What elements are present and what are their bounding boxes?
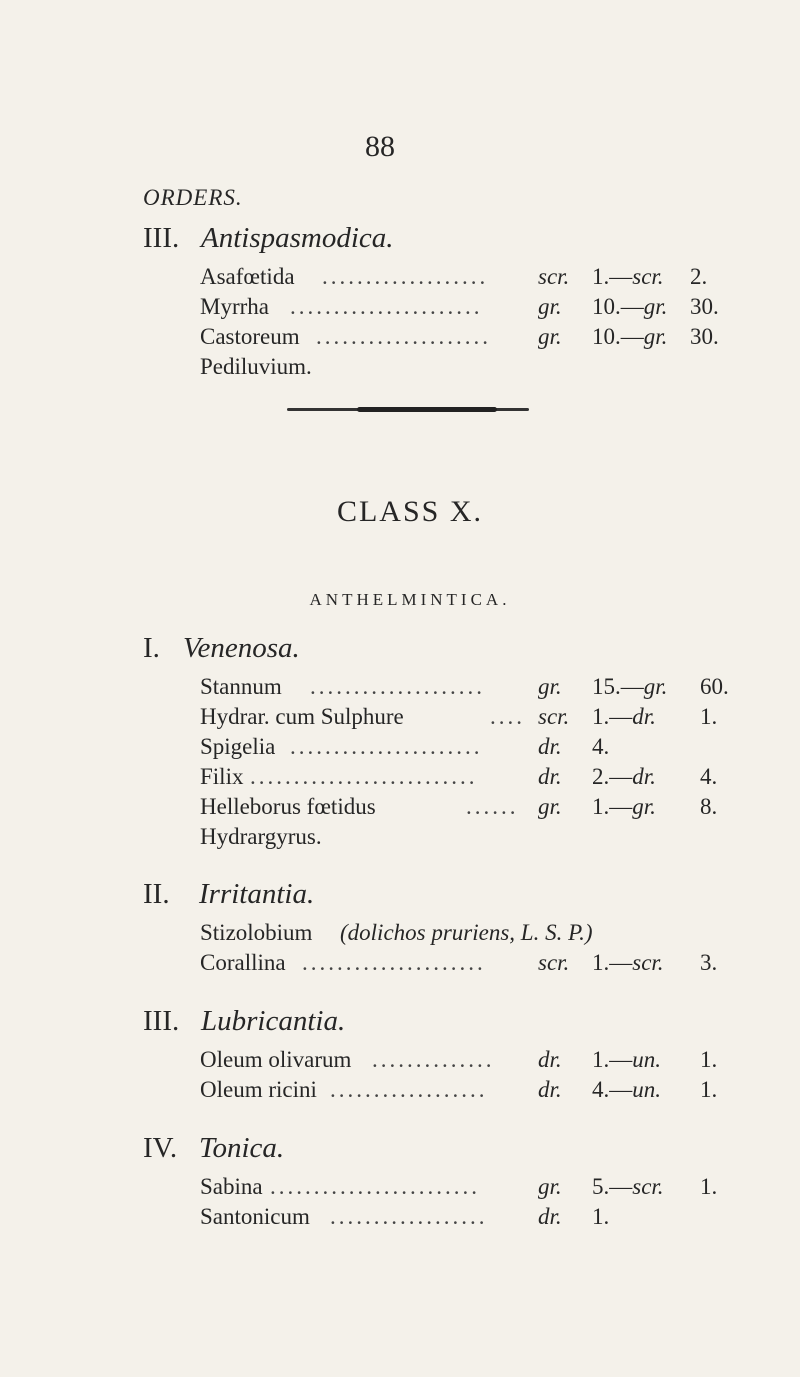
remedy-row <box>200 732 740 762</box>
section-heading <box>143 878 314 911</box>
remedy-name: Santonicum <box>200 1204 310 1229</box>
leader-dots: ..................... <box>302 950 486 975</box>
dose-max: 2. <box>690 264 708 289</box>
remedy-name: Helleborus fœtidus <box>200 794 376 819</box>
dose-max: 60. <box>700 674 729 699</box>
section-heading <box>143 1132 284 1165</box>
leader-dots: ...................... <box>290 294 483 319</box>
remedy-row <box>200 822 740 852</box>
remedy-name: Pediluvium. <box>200 354 312 379</box>
dose-unit: scr. <box>538 704 570 729</box>
remedy-row <box>200 1045 740 1075</box>
dose-unit: dr. <box>538 1077 562 1102</box>
leader-dots: .... <box>490 704 525 729</box>
dose-range: 1.—gr. <box>592 794 656 819</box>
dose-unit: scr. <box>538 264 570 289</box>
dose-max: 3. <box>700 950 718 975</box>
dose-unit: scr. <box>538 950 570 975</box>
leader-dots: ........................ <box>270 1174 480 1199</box>
dose-unit: gr. <box>538 294 562 319</box>
leader-dots: .................. <box>330 1077 488 1102</box>
botanical-note: (dolichos pruriens, L. S. P.) <box>340 920 593 945</box>
section-heading <box>143 1005 345 1038</box>
remedy-row <box>200 672 740 702</box>
section-numeral: II. <box>143 878 170 910</box>
dose-unit: dr. <box>538 1047 562 1072</box>
remedy-row <box>200 1172 740 1202</box>
leader-dots: .............. <box>372 1047 495 1072</box>
dose-max: 30. <box>690 294 719 319</box>
dose-max: 1. <box>700 1047 718 1072</box>
dose-unit: gr. <box>538 794 562 819</box>
remedy-name: Castoreum <box>200 324 300 349</box>
dose-max: 8. <box>700 794 718 819</box>
dose-max: 4. <box>700 764 718 789</box>
section-title: Venenosa. <box>183 632 300 664</box>
dose-unit: dr. <box>538 764 562 789</box>
remedy-row <box>200 1202 740 1232</box>
remedy-name: Oleum olivarum <box>200 1047 352 1072</box>
section-heading <box>143 632 300 665</box>
dose-max: 30. <box>690 324 719 349</box>
dose-range: 10.—gr. <box>592 294 668 319</box>
dose-max: 1. <box>700 1077 718 1102</box>
class-subtitle: ANTHELMINTICA. <box>309 590 511 609</box>
leader-dots: .......................... <box>250 764 478 789</box>
remedy-name: Stizolobium <box>200 920 313 945</box>
remedy-name: Myrrha <box>200 294 269 319</box>
page-number: 88 <box>365 130 395 163</box>
section-title: Tonica. <box>199 1132 285 1164</box>
remedy-row <box>200 352 740 382</box>
section-heading <box>143 222 394 255</box>
remedy-name: Corallina <box>200 950 286 975</box>
dose-range: 10.—gr. <box>592 324 668 349</box>
remedy-row <box>200 322 740 352</box>
leader-dots: ...... <box>466 794 519 819</box>
dose-range: 1.—scr. <box>592 264 664 289</box>
remedy-name: Hydrar. cum Sulphure <box>200 704 404 729</box>
remedy-row <box>200 702 740 732</box>
dose-range: 4. <box>592 734 610 759</box>
dose-unit: gr. <box>538 674 562 699</box>
remedy-row <box>200 792 740 822</box>
remedy-name: Spigelia <box>200 734 276 759</box>
remedy-name: Oleum ricini <box>200 1077 317 1102</box>
section-numeral: IV. <box>143 1132 178 1164</box>
dose-unit: dr. <box>538 734 562 759</box>
leader-dots: ................... <box>322 264 489 289</box>
dose-unit: gr. <box>538 1174 562 1199</box>
dose-unit: gr. <box>538 324 562 349</box>
dose-unit: dr. <box>538 1204 562 1229</box>
remedy-name: Stannum <box>200 674 282 699</box>
dose-range: 1.—scr. <box>592 950 664 975</box>
remedy-row <box>200 918 740 948</box>
running-head: ORDERS. <box>143 185 243 210</box>
dose-range: 1.—dr. <box>592 704 656 729</box>
dose-range: 4.—un. <box>592 1077 661 1102</box>
dose-range: 1.—un. <box>592 1047 661 1072</box>
remedy-row <box>200 948 740 978</box>
section-title: Lubricantia. <box>201 1005 346 1037</box>
class-title: CLASS X. <box>336 495 484 528</box>
section-numeral: III. <box>143 1005 180 1037</box>
remedy-name: Asafœtida <box>200 264 295 289</box>
dose-range: 1. <box>592 1204 610 1229</box>
section-title: Irritantia. <box>199 878 315 910</box>
remedy-row <box>200 1075 740 1105</box>
section-divider <box>287 408 529 411</box>
remedy-name: Filix <box>200 764 244 789</box>
remedy-name: Hydrargyrus. <box>200 824 322 849</box>
section-title: Antispasmodica. <box>201 222 394 254</box>
remedy-name: Sabina <box>200 1174 263 1199</box>
section-numeral: III. <box>143 222 180 254</box>
dose-max: 1. <box>700 1174 718 1199</box>
dose-range: 5.—scr. <box>592 1174 664 1199</box>
remedy-row <box>200 292 740 322</box>
dose-max: 1. <box>700 704 718 729</box>
leader-dots: ...................... <box>290 734 483 759</box>
leader-dots: .................... <box>310 674 485 699</box>
dose-range: 15.—gr. <box>592 674 668 699</box>
section-numeral: I. <box>143 632 160 664</box>
leader-dots: .................... <box>316 324 491 349</box>
dose-range: 2.—dr. <box>592 764 656 789</box>
remedy-row <box>200 262 740 292</box>
remedy-row <box>200 762 740 792</box>
leader-dots: .................. <box>330 1204 488 1229</box>
